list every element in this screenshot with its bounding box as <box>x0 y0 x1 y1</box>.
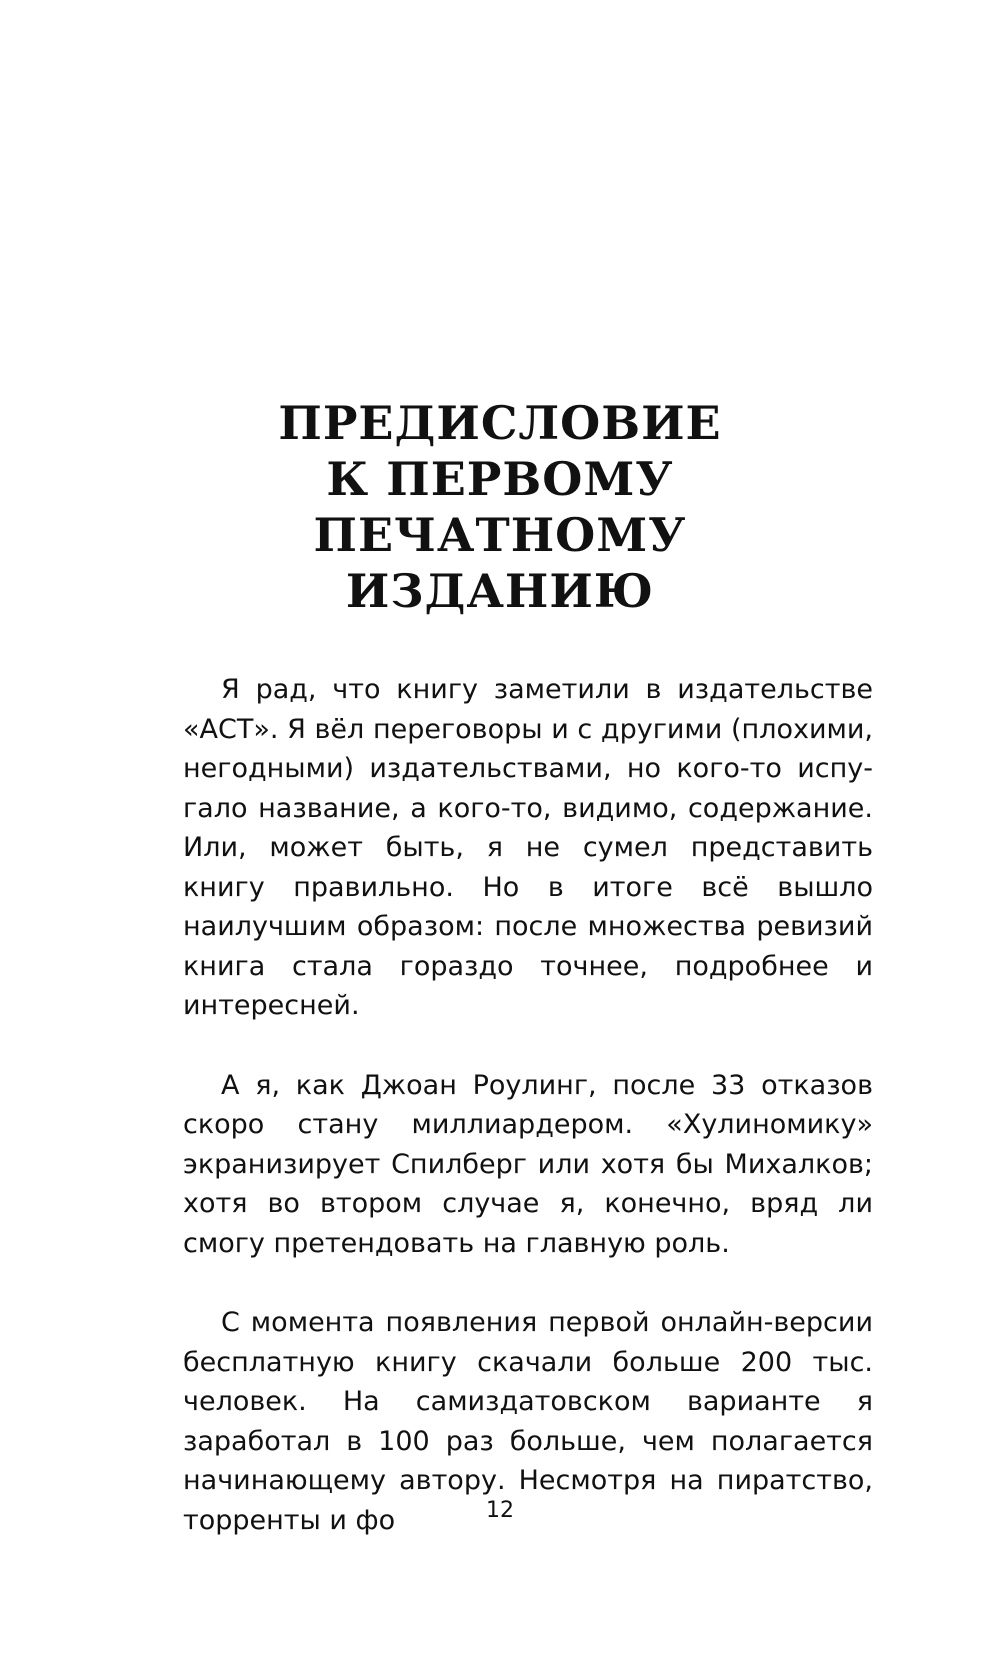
paragraph-2: А я, как Джоан Роулинг, после 33 отказов скоро стану миллиардером. «Хулиномику» экранизирует Спилберг или хотя бы Михалков; хотя во втором случае я, конечно, вряд ли смогу претендовать на главную роль. <box>183 1069 873 1259</box>
paragraph-3: С момента появления первой онлайн-версии бесплатную книгу скачали больше 200 тыс. человек. На самиздатовском варианте я заработал в 100 раз больше, чем полагается начинающему автору. Несмотря на пиратство, торренты и фо <box>183 1307 873 1536</box>
body-text <box>183 670 873 1540</box>
chapter-title-line: К ПЕРВОМУ <box>326 452 674 506</box>
chapter-title <box>0 395 1000 619</box>
paragraph-1: Я рад, что книгу заметили в издательстве «АСТ». Я вёл переговоры и с другими (плохими, негодными) издательствами, но кого-то испугало название, а кого-то, видимо, содержание. Или, может быть, я не сумел представить книгу правильно. Но в итоге всё вышло наилучшим образом: после множества ревизий книга стала гораздо точнее, подробнее и интересней. <box>183 674 873 1021</box>
page-number: 12 <box>486 1498 514 1523</box>
chapter-title-line: ПРЕДИСЛОВИЕ <box>278 396 722 450</box>
chapter-title-line: ПЕЧАТНОМУ <box>313 508 687 562</box>
chapter-title-line: ИЗДАНИЮ <box>345 564 655 618</box>
